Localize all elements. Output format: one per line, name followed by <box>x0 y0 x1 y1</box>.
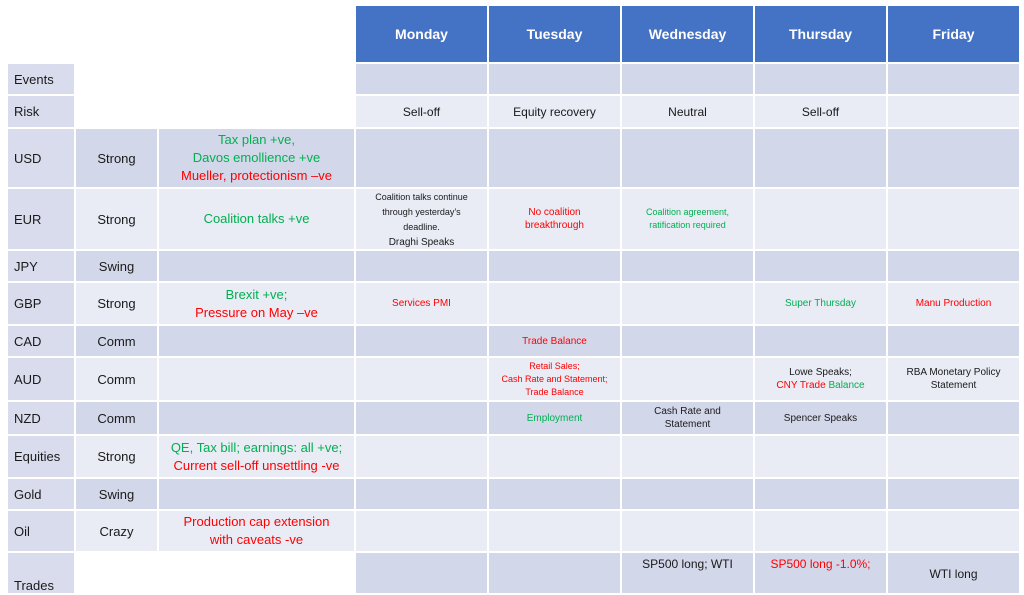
cad-fundamentals: Comm <box>76 326 157 356</box>
eur-fundamentals: Strong <box>76 189 157 249</box>
oil-sentiment-line-1: Production cap extension <box>183 514 330 529</box>
table-row-jpy <box>8 251 1019 281</box>
day-header-thursday: Thursday <box>755 6 886 62</box>
header-row <box>8 6 1019 62</box>
aud-thursday-balance: Balance <box>828 380 865 391</box>
aud-fundamentals: Comm <box>76 358 157 400</box>
oil-fundamentals: Crazy <box>76 511 157 551</box>
gbp-sentiment-line-1: Brexit +ve; <box>225 286 288 302</box>
nzd-thursday: Spencer Speaks <box>755 402 886 434</box>
day-header-monday: Monday <box>356 6 487 62</box>
trades-friday: WTI long <box>888 553 1019 593</box>
usd-sentiment-line-3: Mueller, protectionism –ve <box>180 168 332 183</box>
aud-tuesday-line-3: Trade Balance <box>525 386 584 397</box>
table-row-gbp <box>8 283 1019 324</box>
risk-tuesday: Equity recovery <box>489 96 620 127</box>
row-label-equities: Equities <box>8 436 74 477</box>
aud-thursday-cny-trade: CNY Trade <box>776 380 826 391</box>
row-label-oil: Oil <box>8 511 74 551</box>
jpy-fundamentals: Swing <box>76 251 157 281</box>
table-row-equities <box>8 436 1019 477</box>
row-label-gbp: GBP <box>8 283 74 324</box>
day-header-friday: Friday <box>888 6 1019 62</box>
gbp-sentiment <box>159 283 354 324</box>
nzd-tuesday: Employment <box>489 402 620 434</box>
table-row-gold <box>8 479 1019 509</box>
eur-monday-line-3: deadline. <box>403 222 440 232</box>
row-label-jpy: JPY <box>8 251 74 281</box>
eur-wednesday-line-1: Coalition agreement, <box>645 207 730 217</box>
table-row-risk <box>8 96 1019 127</box>
table-row-oil <box>8 511 1019 551</box>
usd-sentiment <box>159 129 354 187</box>
aud-tuesday-line-2: Cash Rate and Statement; <box>501 373 608 384</box>
gbp-sentiment-line-2: Pressure on May –ve <box>195 304 318 320</box>
row-label-trades: Trades <box>8 553 74 593</box>
eur-monday-line-1: Coalition talks continue <box>375 192 468 202</box>
eur-monday-line-4: Draghi Speaks <box>388 237 455 248</box>
gbp-fundamentals: Strong <box>76 283 157 324</box>
eur-tuesday-line-2: breakthrough <box>525 220 584 231</box>
oil-sentiment-line-2: with caveats -ve <box>209 532 304 547</box>
trades-thursday: SP500 long -1.0%; <box>755 553 886 593</box>
gbp-monday: Services PMI <box>356 283 487 324</box>
eur-monday <box>356 189 487 249</box>
usd-sentiment-line-1: Tax plan +ve, <box>218 132 295 147</box>
table-row-cad <box>8 326 1019 356</box>
row-label-cad: CAD <box>8 326 74 356</box>
risk-wednesday: Neutral <box>622 96 753 127</box>
row-label-aud: AUD <box>8 358 74 400</box>
risk-monday: Sell-off <box>356 96 487 127</box>
aud-friday-line-2: Statement <box>930 380 977 391</box>
aud-thursday-line-1: Lowe Speaks; <box>789 367 852 378</box>
table-row-eur <box>8 189 1019 249</box>
cad-tuesday: Trade Balance <box>489 326 620 356</box>
nzd-wednesday-line-2: Statement <box>664 419 711 430</box>
equities-sentiment <box>159 436 354 477</box>
table-row-usd <box>8 129 1019 187</box>
row-label-eur: EUR <box>8 189 74 249</box>
gold-fundamentals: Swing <box>76 479 157 509</box>
risk-thursday: Sell-off <box>755 96 886 127</box>
eur-monday-line-2: through yesterday’s <box>382 207 461 217</box>
equities-fundamentals: Strong <box>76 436 157 477</box>
aud-friday <box>888 358 1019 400</box>
nzd-wednesday-line-1: Cash Rate and <box>654 406 721 417</box>
nzd-fundamentals: Comm <box>76 402 157 434</box>
eur-wednesday-line-2: ratification required <box>649 220 726 230</box>
row-label-usd: USD <box>8 129 74 187</box>
weekly-calendar-table <box>6 4 1021 595</box>
eur-sentiment: Coalition talks +ve <box>159 189 354 249</box>
eur-tuesday <box>489 189 620 249</box>
row-label-events: Events <box>8 64 74 94</box>
aud-tuesday-line-1: Retail Sales; <box>529 360 580 371</box>
aud-tuesday <box>489 358 620 400</box>
aud-friday-line-1: RBA Monetary Policy <box>906 367 1001 378</box>
equities-sentiment-line-1: QE, Tax bill; earnings: all +ve; <box>170 439 343 455</box>
table-row-events <box>8 64 1019 94</box>
gbp-thursday: Super Thursday <box>755 283 886 324</box>
day-header-wednesday: Wednesday <box>622 6 753 62</box>
usd-fundamentals: Strong <box>76 129 157 187</box>
oil-sentiment <box>159 511 354 551</box>
row-label-gold: Gold <box>8 479 74 509</box>
table-row-nzd <box>8 402 1019 434</box>
table-row-trades <box>8 553 1019 593</box>
row-label-risk: Risk <box>8 96 74 127</box>
nzd-wednesday <box>622 402 753 434</box>
eur-tuesday-line-1: No coalition <box>528 207 581 218</box>
row-label-nzd: NZD <box>8 402 74 434</box>
usd-sentiment-line-2: Davos emollience +ve <box>192 150 321 165</box>
aud-thursday <box>755 358 886 400</box>
equities-sentiment-line-2: Current sell-off unsettling -ve <box>173 457 340 473</box>
table-row-aud <box>8 358 1019 400</box>
gbp-friday: Manu Production <box>888 283 1019 324</box>
eur-wednesday <box>622 189 753 249</box>
day-header-tuesday: Tuesday <box>489 6 620 62</box>
trades-wednesday: SP500 long; WTI <box>622 553 753 593</box>
